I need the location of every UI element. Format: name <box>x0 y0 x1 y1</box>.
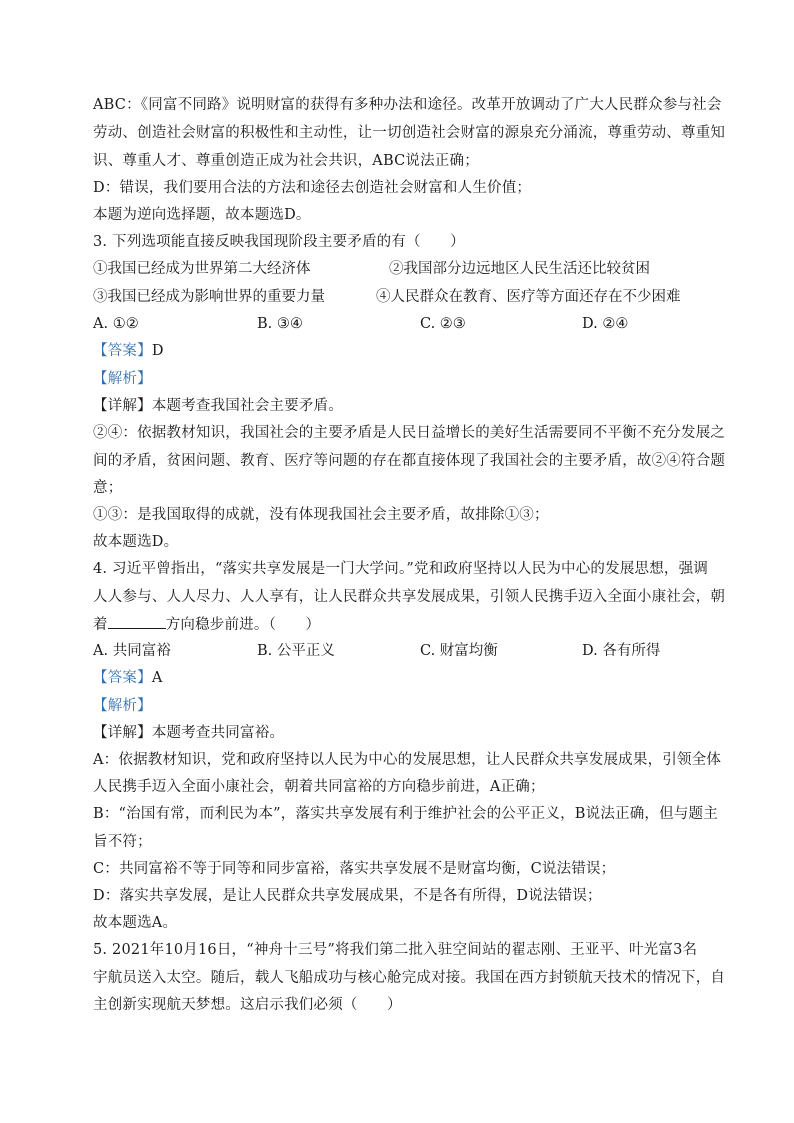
q3-p1-line2: 间的矛盾，贫困问题、教育、医疗等问题的存在都直接体现了我国社会的主要矛盾，故②④符合题 <box>93 453 726 469</box>
q3-item2: ②我国部分边远地区人民生活还比较贫困 <box>389 261 650 277</box>
q3-stem: 3. 下列选项能直接反映我国现阶段主要矛盾的有（ ） <box>93 234 465 250</box>
q3-answer-line <box>93 341 164 361</box>
q4-option-d: D. 各有所得 <box>582 643 661 659</box>
q4-detail-tag: 【详解】 <box>93 725 152 741</box>
q4-detail-line <box>93 723 284 743</box>
q4-option-a: A. 共同富裕 <box>93 643 171 659</box>
q3-p1-line3: 意； <box>93 480 123 496</box>
q2-d-line: D：错误，我们要用合法的方法和途径去创造社会财富和人生价值； <box>93 180 532 196</box>
q3-option-b: B. ③④ <box>257 316 303 332</box>
q2-abc-line1: ABC：《同富不同路》说明财富的获得有多种办法和途径。改革开放调动了广大人民群众参与社会 <box>93 97 722 113</box>
q4-c-line: C：共同富裕不等于同等和同步富裕，落实共享发展不是财富均衡，C说法错误； <box>93 861 616 877</box>
q3-answer: D <box>151 343 164 359</box>
q4-stem-pre: 着 <box>93 617 108 633</box>
q4-analysis-line <box>93 696 152 716</box>
q4-a-line1: A：依据教材知识，党和政府坚持以人民为中心的发展思想，让人民群众共享发展成果，引领全体 <box>93 752 722 768</box>
q4-stem-line3 <box>93 614 320 635</box>
q4-analysis-tag: 【解析】 <box>93 698 152 714</box>
q4-stem-post: 方向稳步前进。（ ） <box>165 617 321 633</box>
q5-stem-line3: 主创新实现航天梦想。这启示我们必须（ ） <box>93 997 402 1013</box>
q3-conclusion: 故本题选D。 <box>93 534 179 550</box>
q4-answer-blank <box>108 614 166 629</box>
q4-stem-line2: 人人参与、人人尽力、人人享有，让人民群众共享发展成果，引领人民携手迈入全面小康社会，朝 <box>93 589 726 605</box>
q3-item3: ③我国已经成为影响世界的重要力量 <box>93 289 325 305</box>
q4-option-c: C. 财富均衡 <box>420 643 498 659</box>
q5-stem-line2: 宇航员送入太空。随后，载人飞船成功与核心舱完成对接。我国在西方封锁航天技术的情况下，自 <box>93 970 726 986</box>
q4-conclusion: 故本题选A。 <box>93 915 178 931</box>
q3-analysis-tag: 【解析】 <box>93 371 152 387</box>
q3-item1: ①我国已经成为世界第二大经济体 <box>93 261 311 277</box>
q3-option-c: C. ②③ <box>420 316 466 332</box>
q4-detail: 本题考查共同富裕。 <box>151 725 285 741</box>
q4-answer-tag: 【答案】 <box>93 670 152 686</box>
q2-abc-line3: 识、尊重人才、尊重创造正成为社会共识，ABC说法正确； <box>93 153 479 169</box>
q3-detail: 本题考查我国社会主要矛盾。 <box>151 398 343 414</box>
q3-detail-tag: 【详解】 <box>93 398 152 414</box>
q3-p1-line1: ②④：依据教材知识，我国社会的主要矛盾是人民日益增长的美好生活需要同不平衡不充分发展之 <box>93 425 726 441</box>
q4-option-b: B. 公平正义 <box>257 643 335 659</box>
q4-b-line1: B：“治国有常，而利民为本”，落实共享发展有利于维护社会的公平正义，B说法正确，但与题主 <box>93 806 718 822</box>
q3-answer-tag: 【答案】 <box>93 343 152 359</box>
q4-b-line2: 旨不符； <box>93 834 152 850</box>
q3-detail-line <box>93 396 343 416</box>
q3-option-a: A. ①② <box>93 316 139 332</box>
q3-p2: ①③：是我国取得的成就，没有体现我国社会主要矛盾，故排除①③； <box>93 507 549 523</box>
q3-analysis-line <box>93 369 152 389</box>
q3-option-d: D. ②④ <box>582 316 629 332</box>
q4-stem-line1: 4. 习近平曾指出，“落实共享发展是一门大学问。”党和政府坚持以人民为中心的发展思想，强调 <box>93 561 709 577</box>
q4-d-line: D：落实共享发展，是让人民群众共享发展成果，不是各有所得，D说法错误； <box>93 888 602 904</box>
q3-item4: ④人民群众在教育、医疗等方面还存在不少困难 <box>376 289 681 305</box>
q2-conclusion: 本题为逆向选择题，故本题选D。 <box>93 207 311 223</box>
q5-stem-line1: 5. 2021年10月16日，“神舟十三号”将我们第二批入驻空间站的翟志刚、王亚平、叶光富3名 <box>93 942 698 958</box>
q4-a-line2: 人民携手迈入全面小康社会，朝着共同富裕的方向稳步前进，A正确； <box>93 779 545 795</box>
q2-abc-line2: 劳动、创造社会财富的积极性和主动性，让一切创造社会财富的源泉充分涌流，尊重劳动、尊重知 <box>93 125 726 141</box>
q4-answer-line <box>93 668 162 688</box>
q4-answer: A <box>151 670 163 686</box>
